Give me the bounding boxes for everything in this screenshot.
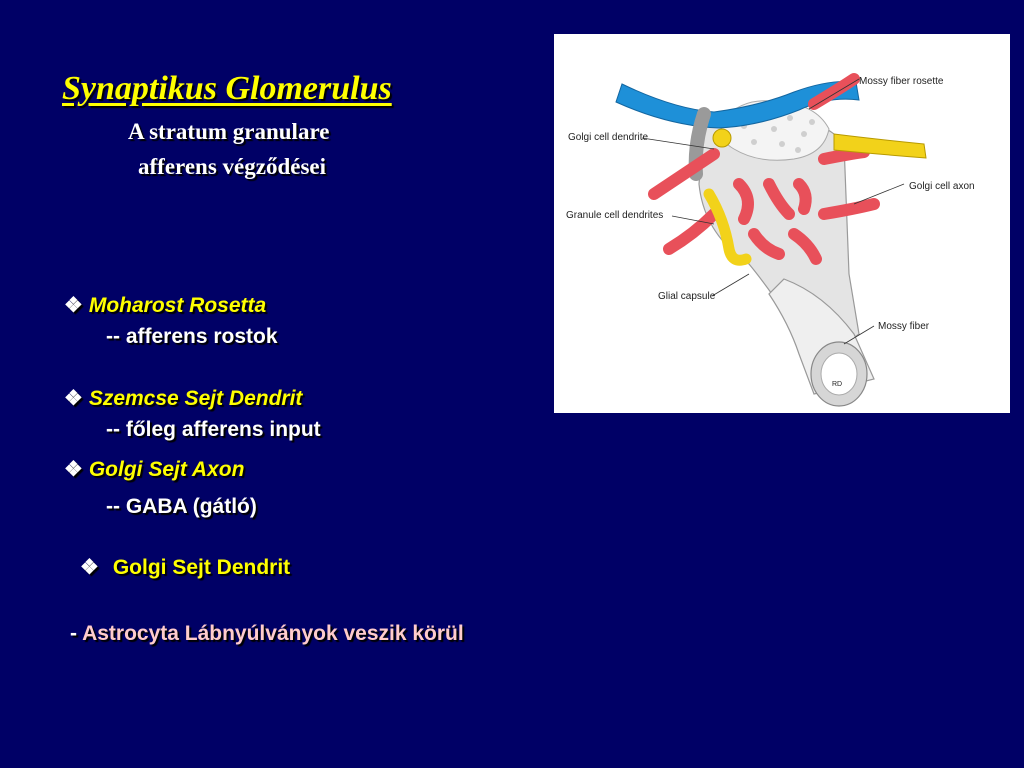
diamond-bullet-icon: ❖: [64, 387, 83, 410]
granule-dendrite: [824, 152, 864, 159]
label-golgi-cell-axon: Golgi cell axon: [909, 181, 975, 192]
note-text: Astrocyta Lábnyúlványok veszik körül: [82, 622, 464, 645]
bullet-item: [64, 459, 244, 480]
label-granule-cell-dendrites: Granule cell dendrites: [566, 210, 664, 221]
label-golgi-cell-dendrite: Golgi cell dendrite: [568, 132, 649, 143]
granule-dendrite: [799, 184, 806, 209]
label-glial-capsule: Glial capsule: [658, 291, 716, 302]
bullet-heading: Golgi Sejt Axon: [88, 458, 245, 481]
slide-title: Synaptikus Glomerulus: [62, 70, 392, 107]
label-mossy-fiber-rosette: Mossy fiber rosette: [859, 76, 944, 87]
label-mossy-fiber: Mossy fiber: [878, 321, 930, 332]
bullet-item: [64, 295, 266, 316]
glomerulus-diagram: [554, 34, 1010, 413]
diamond-bullet-icon: ❖: [64, 294, 83, 317]
bullet-item: [64, 388, 302, 409]
glomerulus-illustration: [554, 34, 1010, 413]
granule-dendrite: [669, 214, 714, 249]
bullet-heading: Moharost Rosetta: [88, 294, 267, 317]
bullet-heading: Golgi Sejt Dendrit: [112, 556, 291, 579]
note-dash: -: [70, 622, 77, 645]
bullet-item: [80, 557, 290, 578]
bullet-heading: Szemcse Sejt Dendrit: [88, 387, 303, 410]
slide-subtitle-line2: afferens végződései: [138, 154, 326, 179]
artist-signature: RD: [832, 381, 843, 388]
bullet-detail: -- afferens rostok: [106, 325, 278, 348]
bullet-detail: -- GABA (gátló): [106, 495, 257, 518]
diamond-bullet-icon: ❖: [64, 458, 83, 481]
bullet-detail: -- főleg afferens input: [106, 418, 321, 441]
slide-subtitle-line1: A stratum granulare: [128, 119, 330, 144]
astrocyte-note: [70, 623, 464, 644]
diamond-bullet-icon: ❖: [80, 556, 99, 579]
